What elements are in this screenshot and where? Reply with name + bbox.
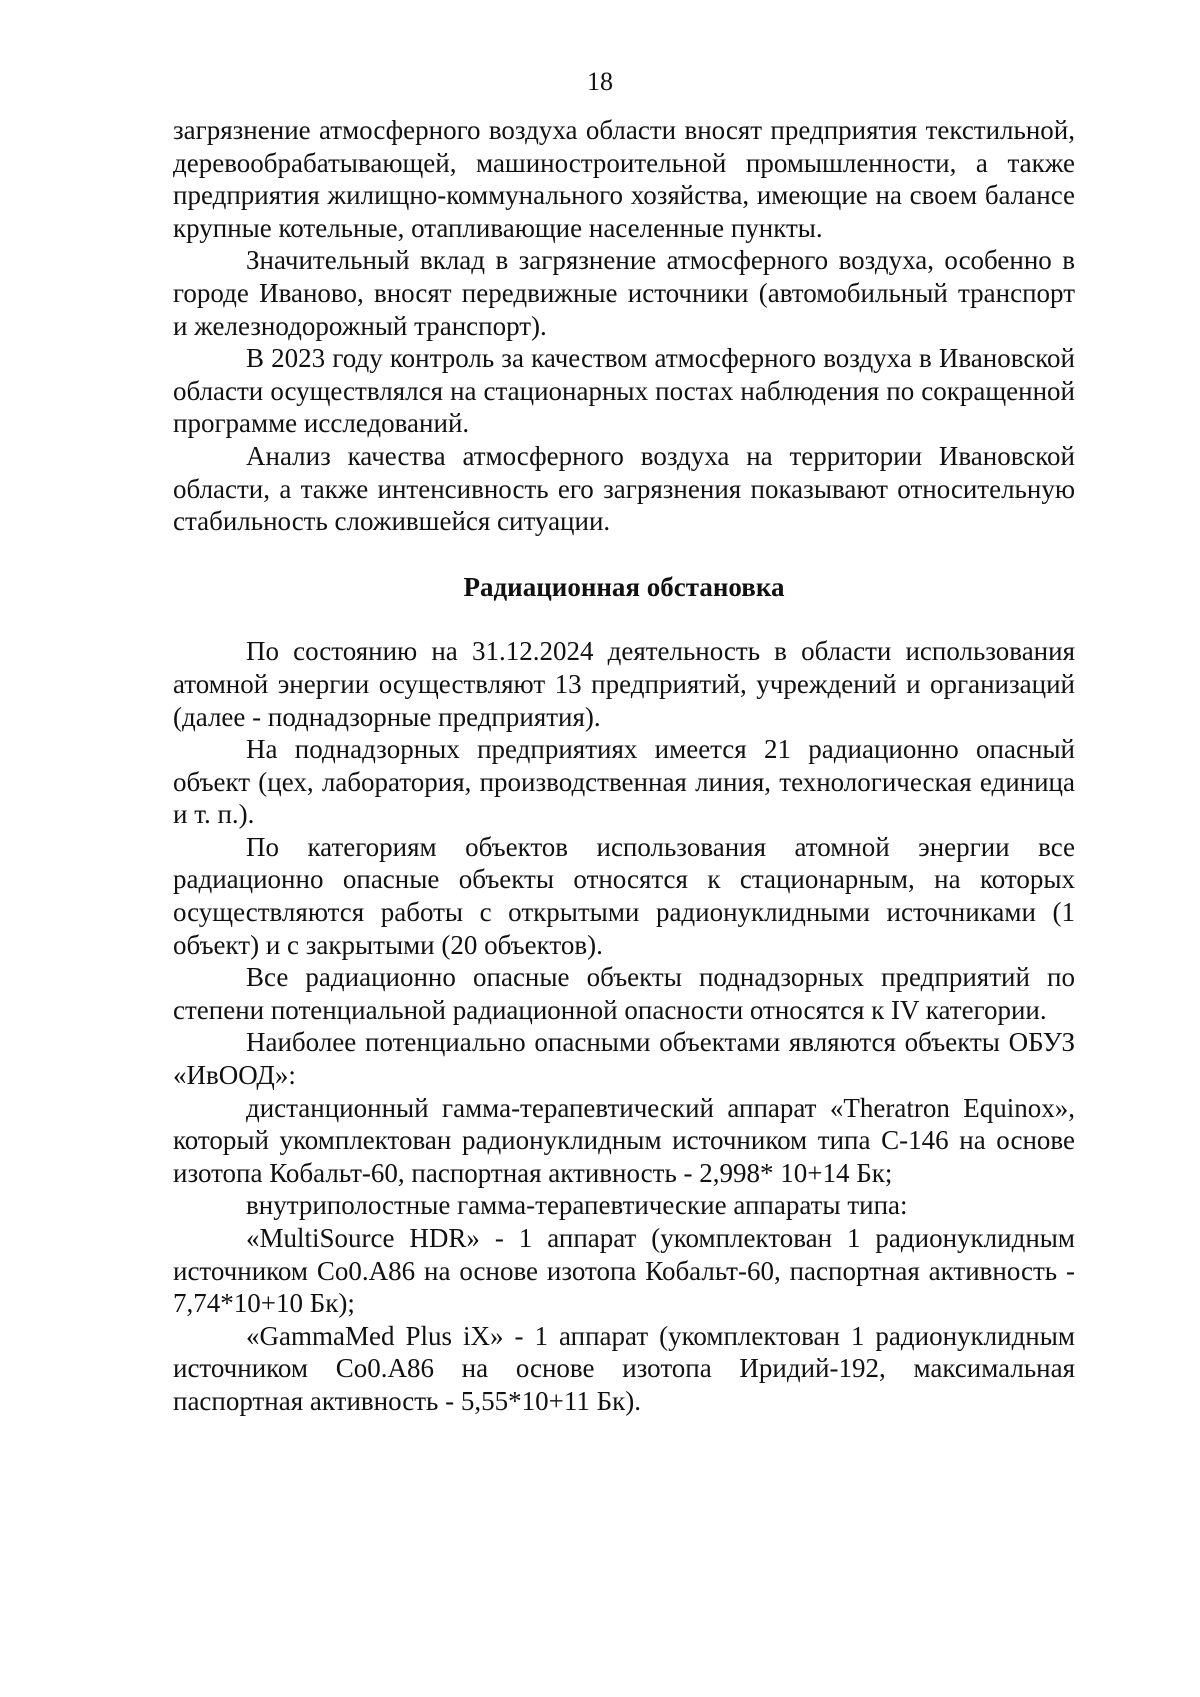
list-paragraph: внутриполостные гамма-терапевтические аппараты типа:: [246, 1190, 908, 1221]
list-paragraph: дистанционный гамма-терапевтический аппарат «Theratron Equinox», который укомплектован радионуклидным источником типа С-146 на основе изотопа Кобальт-60, паспортная активность - 2,998* 10+14 Бк;: [173, 1092, 1075, 1188]
paragraph: В 2023 году контроль за качеством атмосферного воздуха в Ивановской области осуществлялся на стационарных постах наблюдения по сокращенной программе исследований.: [173, 343, 1075, 439]
list-paragraph: «MultiSource HDR» - 1 аппарат (укомплектован 1 радионуклидным источником Co0.A86 на основе изотопа Кобальт-60, паспортная активность - 7,74*10+10 Бк);: [173, 1223, 1075, 1319]
paragraph: По категориям объектов использования атомной энергии все радиационно опасные объекты относятся к стационарным, на которых осуществляются работы с открытыми радионуклидными источниками (1 объект) и с закрытыми (20 объектов).: [173, 831, 1075, 960]
paragraph: Наиболее потенциально опасными объектами являются объекты ОБУЗ «ИвООД»:: [173, 1027, 1075, 1091]
paragraph: Анализ качества атмосферного воздуха на территории Ивановской области, а также интенсивность его загрязнения показывают относительную стабильность сложившейся ситуации.: [173, 440, 1075, 537]
section-heading: Радиационная обстановка: [463, 571, 785, 602]
paragraph: На поднадзорных предприятиях имеется 21 радиационно опасный объект (цех, лаборатория, производственная линия, технологическая единица и т. п.).: [173, 734, 1075, 830]
list-paragraph: «GammaMed Plus iX» - 1 аппарат (укомплектован 1 радионуклидным источником Co0.A86 на основе изотопа Иридий-192, максимальная паспортная активность - 5,55*10+11 Бк).: [173, 1320, 1075, 1416]
paragraph: Все радиационно опасные объекты поднадзорных предприятий по степени потенциальной радиационной опасности относятся к IV категории.: [173, 962, 1075, 1025]
page-number: 18: [587, 67, 613, 96]
document-body: [173, 114, 1075, 1418]
paragraph-continued: загрязнение атмосферного воздуха области вносят предприятия текстильной, деревообрабатывающей, машиностроительной промышленности, а также предприятия жилищно-коммунального хозяйства, имеющие на своем балансе крупные котельные, отапливающие населенные пункты.: [173, 115, 1075, 243]
paragraph: По состоянию на 31.12.2024 деятельность в области использования атомной энергии осуществляют 13 предприятий, учреждений и организаций (далее - поднадзорные предприятия).: [173, 636, 1075, 732]
paragraph: Значительный вклад в загрязнение атмосферного воздуха, особенно в городе Иваново, вносят передвижные источники (автомобильный транспорт и железнодорожный транспорт).: [173, 245, 1075, 341]
